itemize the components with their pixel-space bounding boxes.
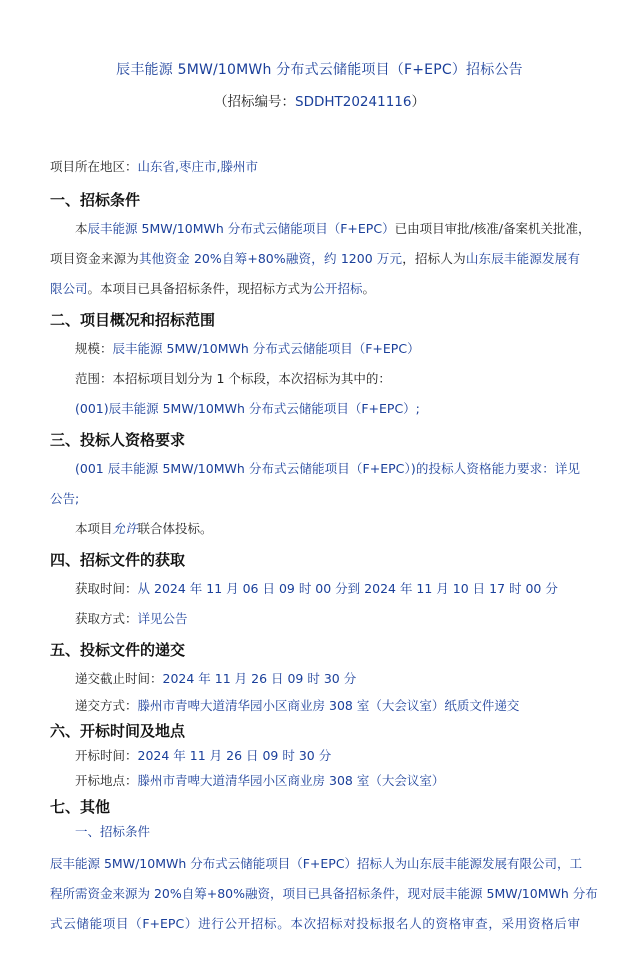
s1-line-1 [50,221,591,237]
s1-fund-source: 其他资金 20%自筹+80%融资，约 1200 万元 [138,251,403,266]
submit-method-value: 滕州市青啤大道清华园小区商业房 308 室（大会议室）纸质文件递交 [137,698,520,713]
section-heading-3: 三、投标人资格要求 [50,431,186,449]
section-heading-5: 五、投标文件的递交 [50,641,186,659]
bid-number-suffix: ） [411,94,425,110]
s2-scope: 范围：本招标项目划分为 1 个标段，本次招标为其中的： [75,371,391,386]
s2-lot: (001)辰丰能源 5MW/10MWh 分布式云储能项目（F+EPC）; [75,401,420,416]
s3-consortium [75,521,213,537]
section-heading-1: 一、招标条件 [50,191,141,209]
consortium-text: 联合体投标。 [137,521,213,536]
s1-method: 公开招标 [312,281,363,296]
obtain-time-label: 获取时间： [75,581,138,596]
opening-time-value: 2024 年 11 月 26 日 09 时 30 分 [137,748,332,763]
obtain-method-label: 获取方式： [75,611,138,626]
s1-line-3 [50,281,375,297]
s1-project-name: 辰丰能源 5MW/10MWh 分布式云储能项目（F+EPC） [87,221,395,236]
bid-number [0,90,639,110]
deadline-label: 递交截止时间： [75,671,163,686]
scale-value: 辰丰能源 5MW/10MWh 分布式云储能项目（F+EPC） [112,341,420,356]
scale-label: 规模： [75,341,113,356]
s1-text: 。本项目已具备招标条件，现招标方式为 [87,281,313,296]
consortium-text: 本项目 [75,521,113,536]
section-heading-6: 六、开标时间及地点 [50,722,186,740]
s7-subheading: 一、招标条件 [75,824,151,839]
s1-text: 项目资金来源为 [50,251,139,266]
opening-place-value: 滕州市青啤大道清华园小区商业房 308 室（大会议室） [137,773,445,788]
s6-time [75,748,331,764]
project-region [50,159,258,175]
obtain-method-value: 详见公告 [137,611,188,626]
s1-text: 。 [362,281,376,296]
s3-requirement-line-2: 公告; [50,491,80,506]
page-title: 辰丰能源 5MW/10MWh 分布式云储能项目（F+EPC）招标公告 [116,62,523,78]
s1-tenderer: 山东辰丰能源发展有 [465,251,580,266]
s7-paragraph-line-1: 辰丰能源 5MW/10MWh 分布式云储能项目（F+EPC）招标人为山东辰丰能源发展有限公司，工 [50,856,583,871]
bid-number-value: SDDHT20241116 [295,94,412,110]
s1-tenderer-end: 限公司 [50,281,88,296]
s2-scale [75,341,420,357]
section-heading-4: 四、招标文件的获取 [50,551,186,569]
opening-place-label: 开标地点： [75,773,138,788]
s1-line-2 [50,251,580,267]
s7-paragraph-line-3: 式云储能项目（F+EPC）进行公开招标。本次招标对投标报名人的资格审查，采用资格后审 [50,916,580,931]
s4-method [75,611,188,627]
s1-text: 本 [75,221,88,236]
region-value: 山东省,枣庄市,滕州市 [137,159,258,174]
s5-method [75,698,519,714]
obtain-time-value: 从 2024 年 11 月 06 日 09 时 00 分到 2024 年 11 月 10 日 17 时 00 分 [137,581,558,596]
deadline-value: 2024 年 11 月 26 日 09 时 30 分 [162,671,357,686]
s1-text: ，招标人为 [402,251,466,266]
opening-time-label: 开标时间： [75,748,138,763]
s3-requirement-line-1: (001 辰丰能源 5MW/10MWh 分布式云储能项目（F+EPC）)的投标人资格能力要求：详见 [75,461,580,476]
submit-method-label: 递交方式： [75,698,138,713]
region-label: 项目所在地区： [50,159,138,174]
s7-paragraph-line-2: 程所需资金来源为 20%自筹+80%融资，项目已具备招标条件，现对辰丰能源 5MW/10MWh 分布 [50,886,598,901]
section-heading-2: 二、项目概况和招标范围 [50,311,216,329]
section-heading-7: 七、其他 [50,798,111,816]
s6-place [75,773,444,789]
s5-deadline [75,671,356,687]
bid-number-prefix: （招标编号： [214,94,295,110]
s4-time [75,581,558,597]
s1-text: 已由项目审批/核准/备案机关批准， [394,221,591,236]
consortium-value: 允许 [112,521,138,536]
